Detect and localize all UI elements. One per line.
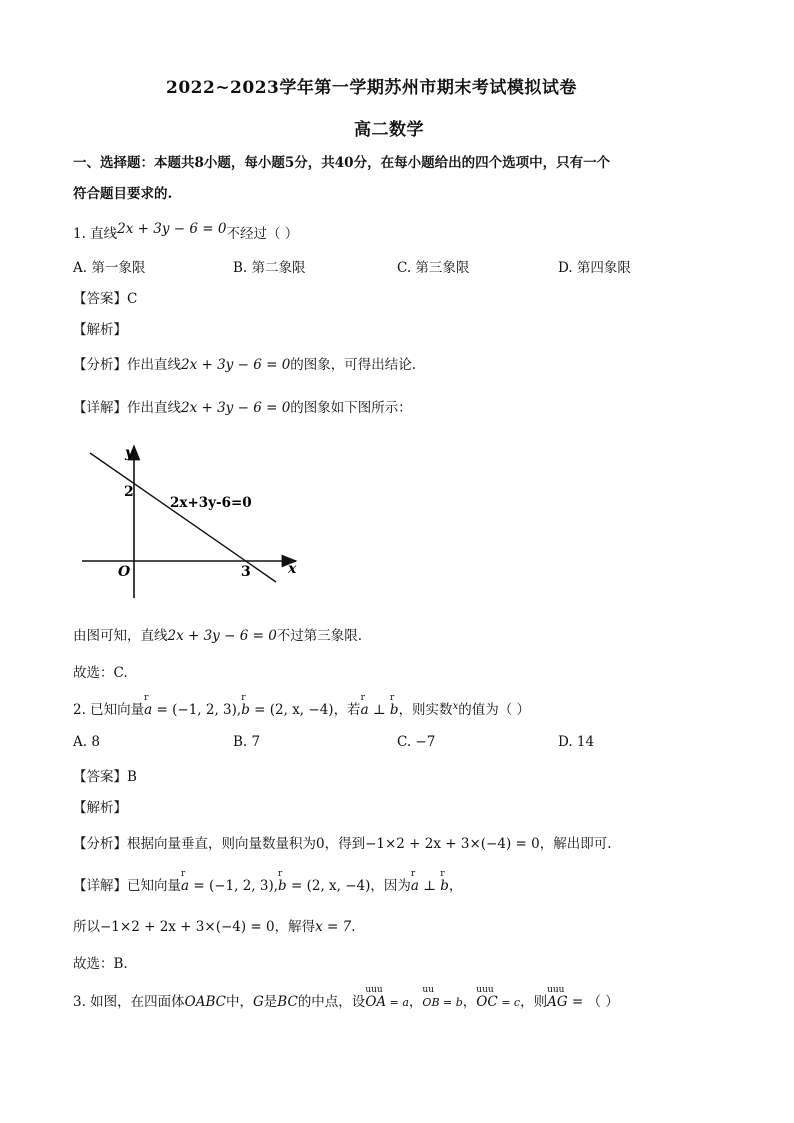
vector-b-letter: b	[389, 702, 399, 718]
so-end: .	[351, 919, 356, 935]
detail-post: ，因为	[370, 878, 411, 894]
sep: ，	[408, 994, 423, 1010]
vector-arrow-icon: r	[181, 869, 186, 879]
answer-tag: 【答案】	[73, 291, 127, 307]
q3-tail: = （ ）	[567, 994, 619, 1010]
cond-post: ，则实数	[398, 702, 453, 718]
vector-arrow-icon: uuu	[476, 985, 494, 995]
line-graph-figure	[78, 440, 308, 600]
y-intercept-label: 2	[124, 484, 134, 500]
q1-option-b: B. 第二象限	[233, 260, 306, 276]
q1-option-c: C. 第三象限	[397, 260, 470, 276]
q3-mid1: 中，	[226, 994, 253, 1010]
vector-oa	[365, 985, 387, 1010]
vector-a-letter: a	[181, 878, 190, 894]
line-label: 2x+3y-6=0	[170, 495, 252, 511]
var-x: x	[452, 701, 459, 712]
conclusion-equation: 2x + 3y − 6 = 0	[167, 628, 277, 644]
vector-arrow-icon: uuu	[365, 985, 383, 995]
sep: ，	[462, 994, 477, 1010]
answer-value: B	[127, 769, 137, 785]
fenxi-text: 根据向量垂直，则向量数量积为0，得到	[127, 836, 366, 852]
x-intercept-label: 3	[241, 564, 251, 580]
vector-arrow-icon: r	[410, 869, 416, 879]
section-heading-line2: 符合题目要求的.	[73, 186, 173, 202]
fenxi-tag: 【分析】	[73, 357, 127, 373]
vector-b-value: = (2, x, −4)	[286, 878, 371, 894]
q2-detail	[73, 869, 463, 894]
vector-arrow-icon: uu	[422, 985, 435, 995]
vector-a-letter: a	[410, 878, 419, 894]
graph-line	[90, 453, 276, 582]
fenxi-pre: 作出直线	[127, 357, 181, 373]
q2-choice: 故选：B.	[73, 956, 128, 972]
vector-arrow-icon: r	[440, 869, 445, 879]
vector-arrow-icon: r	[241, 693, 246, 703]
then: ，则	[520, 994, 548, 1010]
q2-stem	[73, 693, 530, 718]
answer-tag: 【答案】	[73, 769, 127, 785]
q3-segment-bc: BC	[277, 994, 298, 1010]
q1-equation: 2x + 3y − 6 = 0	[117, 221, 227, 237]
so-equation: −1×2 + 2x + 3×(−4) = 0	[100, 919, 275, 935]
q1-choice: 故选：C.	[73, 665, 128, 681]
vector-arrow-icon: r	[389, 693, 395, 703]
detail-equation: 2x + 3y − 6 = 0	[181, 400, 291, 416]
conclusion-pre: 由图可知，直线	[73, 628, 168, 644]
q3-tetrahedron: OABC	[184, 994, 226, 1010]
vector-b-value: = (2, x, −4)	[249, 702, 334, 718]
vector-arrow-icon: r	[360, 693, 365, 703]
vector-oc	[476, 985, 498, 1010]
fenxi-tag: 【分析】	[73, 836, 127, 852]
so-mid: ，解得	[274, 919, 316, 935]
vector-a-letter: a	[360, 702, 369, 718]
vector-ob-value: = b	[439, 996, 463, 1009]
detail-tag: 【详解】	[73, 400, 127, 416]
q3-stem	[73, 985, 619, 1010]
detail-end: ，	[448, 878, 463, 894]
vector-b-letter: b	[278, 878, 287, 894]
vector-ob-letters: OB	[422, 996, 440, 1009]
q3-mid3: 的中点，设	[297, 994, 366, 1010]
vector-a-value: = (−1, 2, 3),	[152, 702, 242, 718]
vector-a-letter: a	[144, 702, 153, 718]
q2-option-d: D. 14	[558, 734, 595, 750]
q2-option-b: B. 7	[233, 734, 261, 750]
vector-b	[389, 693, 399, 718]
detail-post: 的图象如下图所示：	[290, 400, 412, 416]
so-result: x = 7	[315, 919, 352, 935]
q1-option-d: D. 第四象限	[558, 260, 631, 276]
q2-prefix: 2. 已知向量	[73, 702, 145, 718]
vector-oa-value: = a	[386, 996, 409, 1009]
page-title: 2022~2023学年第一学期苏州市期末考试模拟试卷	[166, 78, 577, 98]
detail-pre: 作出直线	[127, 400, 181, 416]
vector-a-value: = (−1, 2, 3),	[189, 878, 279, 894]
vector-b-letter: b	[440, 878, 449, 894]
vector-arrow-icon: uuu	[547, 985, 565, 995]
vector-oa-letters: OA	[365, 994, 387, 1010]
vector-a	[181, 869, 190, 894]
perp-symbol: ⊥	[368, 702, 390, 718]
vector-b-letter: b	[241, 702, 250, 718]
section-heading-line1: 一、选择题：本题共8小题，每小题5分，共40分，在每小题给出的四个选项中，只有一个	[73, 155, 611, 171]
origin-label: O	[118, 564, 131, 580]
vector-b	[241, 693, 250, 718]
q1-analysis-tag: 【解析】	[73, 322, 127, 338]
q2-answer	[73, 765, 137, 785]
vector-ag-letters: AG	[547, 994, 568, 1010]
q1-conclusion	[73, 624, 362, 644]
answer-value: C	[127, 291, 138, 307]
q1-stem	[73, 222, 298, 242]
vector-arrow-icon: r	[144, 693, 149, 703]
q1-suffix: 不经过（ ）	[226, 226, 299, 242]
fenxi-post: 的图象，可得出结论.	[290, 357, 417, 373]
perp-symbol: ⊥	[418, 878, 441, 894]
vector-ag	[547, 985, 568, 1010]
vector-oc-value: = c	[497, 996, 521, 1009]
q3-point-g: G	[253, 994, 264, 1010]
vector-b	[278, 869, 287, 894]
q3-prefix: 3. 如图，在四面体	[73, 994, 185, 1010]
x-axis-label: x	[288, 561, 297, 577]
vector-b	[440, 869, 449, 894]
q3-mid2: 是	[263, 994, 278, 1010]
q2-option-c: C. −7	[397, 734, 436, 750]
conclusion-post: 不过第三象限.	[276, 628, 363, 644]
q2-solution	[73, 915, 356, 935]
y-axis-label: y	[125, 445, 134, 461]
vector-a	[144, 693, 153, 718]
q2-option-a: A. 8	[73, 734, 100, 750]
q1-detail	[73, 396, 412, 416]
q1-prefix: 1. 直线	[73, 226, 118, 242]
vector-a	[360, 693, 369, 718]
fenxi-post: ，解出即可.	[539, 836, 612, 852]
vector-ob	[422, 985, 440, 1010]
so-pre: 所以	[73, 919, 100, 935]
vector-arrow-icon: r	[278, 869, 283, 879]
fenxi-equation: 2x + 3y − 6 = 0	[181, 357, 291, 373]
vector-a	[410, 869, 419, 894]
q1-fenxi	[73, 353, 416, 373]
q1-answer	[73, 287, 137, 307]
detail-pre: 已知向量	[127, 878, 181, 894]
fenxi-equation: −1×2 + 2x + 3×(−4) = 0	[365, 836, 540, 852]
q1-option-a: A. 第一象限	[73, 260, 146, 276]
q2-tail: 的值为（ ）	[458, 702, 530, 718]
page-subtitle: 高二数学	[354, 120, 424, 140]
q2-fenxi	[73, 832, 612, 852]
q2-analysis-tag: 【解析】	[73, 800, 127, 816]
detail-tag: 【详解】	[73, 878, 127, 894]
cond-pre: ，若	[333, 702, 361, 718]
vector-oc-letters: OC	[476, 994, 498, 1010]
